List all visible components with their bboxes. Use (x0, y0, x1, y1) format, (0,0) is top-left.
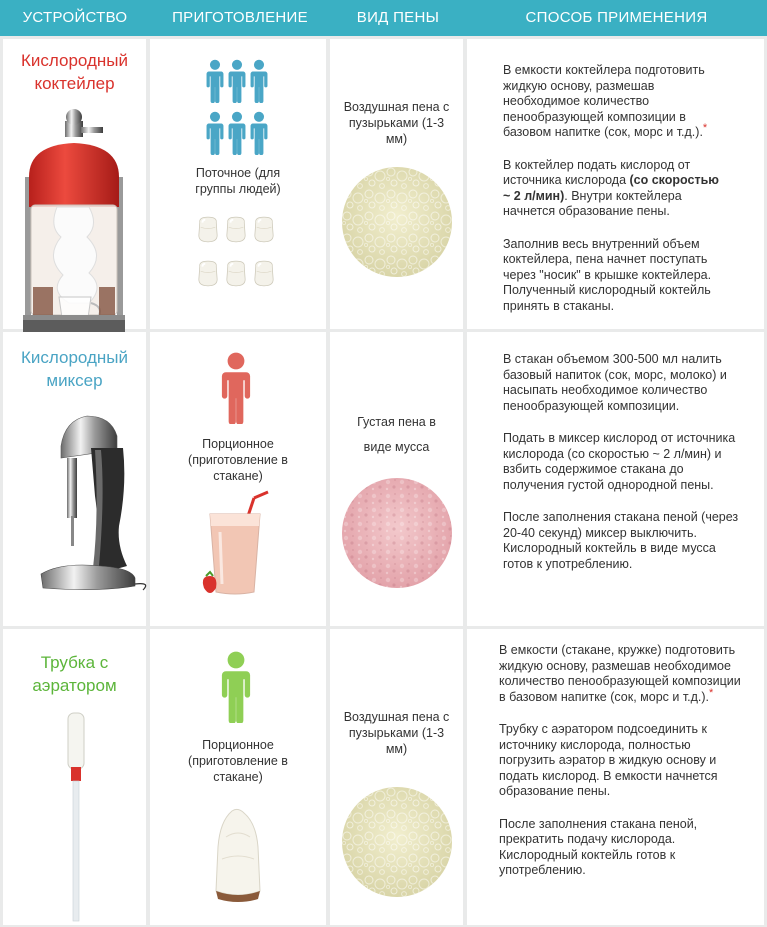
oxygen-cocktail-machine-icon (19, 107, 129, 347)
mousse-foam-image (342, 478, 452, 588)
foam-cup-icon (210, 807, 266, 903)
header-foam: ВИД ПЕНЫ (356, 9, 440, 26)
row3-device-title: Трубка с аэратором (32, 653, 117, 695)
method-paragraph (503, 63, 729, 141)
row3-method-cell (467, 629, 764, 925)
oxygen-mixer-icon (31, 406, 141, 606)
method-paragraph (503, 237, 729, 315)
footnote-star: * (709, 686, 714, 699)
method-text-part: В коктейлер подать кислород от источника кислорода (503, 157, 691, 187)
method-text-part: Подать в миксер кислород от источника кислорода (со скоростью ~ 2 л/мин) и взбить содержимое стакана до получения густой однородной пены. (503, 431, 736, 492)
row1-method-cell (467, 39, 764, 329)
row1-foam-text: Воздушная пена с пузырьками (1-3 мм) (343, 100, 450, 146)
method-paragraph (503, 510, 739, 572)
method-paragraph (503, 352, 739, 414)
row1-device-cell (3, 39, 146, 329)
method-text-part: После заполнения стакана пеной, прекратить подачу кислорода. Кислородный коктейль готов к употреблению. (499, 816, 698, 877)
row2-device-cell (3, 332, 146, 626)
header-device: УСТРОЙСТВО (22, 9, 128, 26)
method-text-part: После заполнения стакана пеной (через 20-40 секунд) миксер выключить. Кислородный коктейль в виде мусса готов к употреблению. (503, 510, 739, 571)
single-person-icon (221, 352, 251, 424)
aerator-tube-icon (61, 711, 91, 921)
row2-prep-cell (150, 332, 326, 626)
method-paragraph (503, 158, 729, 220)
bubble-foam-image (342, 167, 452, 277)
row2-device-title: Кислородный миксер (20, 348, 129, 390)
row3-foam-text: Воздушная пена с пузырьками (1-3 мм) (343, 710, 450, 756)
method-paragraph (499, 643, 745, 705)
row2-foam-text: Густая пена в виде мусса (357, 415, 436, 454)
header-method: СПОСОБ ПРИМЕНЕНИЯ (525, 9, 708, 26)
table-header (0, 0, 767, 36)
row3-foam-cell (330, 629, 463, 925)
method-text-part: В емкости коктейлера подготовить жидкую основу, размешав необходимое количество пенообразующей композиции в базовом напитке (сок, морс и т.д.). (503, 63, 705, 139)
method-paragraph (499, 722, 745, 800)
row2-method-text (503, 352, 739, 589)
row2-prep-text: Порционное (приготовление в стакане) (188, 437, 288, 483)
method-text-part: Трубку с аэратором подсоединить к источнику кислорода, полностью погрузить аэратор в жидкую основу и подать кислород. В емкости начнется образование пены. (499, 722, 718, 798)
row1-prep-cell (150, 39, 326, 329)
method-text-part: (со скоростью ~ 2 л/мин) (503, 173, 719, 203)
capsules-icon (197, 214, 277, 296)
smoothie-glass-icon (196, 492, 286, 602)
method-paragraph (503, 431, 739, 493)
header-preparation: ПРИГОТОВЛЕНИЕ (172, 9, 308, 26)
row3-prep-text: Порционное (приготовление в стакане) (188, 738, 288, 784)
row2-foam-cell (330, 332, 463, 626)
row3-prep-cell (150, 629, 326, 925)
method-text-part: В стакан объемом 300-500 мл налить базовый напиток (сок, морс, молоко) и насыпать необходимое количество пенообразующей композиции. (503, 352, 727, 413)
method-text-part: . Внутри коктейлера начнется образование пены. (503, 188, 682, 218)
single-person-icon (221, 651, 251, 723)
row1-device-title: Кислородный коктейлер (20, 51, 129, 93)
method-text-part: Заполнив весь внутренний объем коктейлера, пена начнет поступать через "носик" в крышке коктейлера. Полученный кислородный коктейль принять в стаканы. (503, 236, 712, 313)
group-of-people-icon (206, 59, 268, 169)
row3-method-text (499, 643, 745, 896)
row1-foam-cell (330, 39, 463, 329)
row1-prep-text: Поточное (для группы людей) (195, 166, 281, 196)
row1-method-text (503, 63, 729, 331)
row2-method-cell (467, 332, 764, 626)
method-text-part: В емкости (стакане, кружке) подготовить жидкую основу, размешав необходимое количество пенообразующей композиции в базовом напитке (сок, морс и т.д.). (499, 643, 741, 704)
bubble-foam-image (342, 787, 452, 897)
row3-device-cell (3, 629, 146, 925)
footnote-star: * (702, 121, 708, 134)
method-paragraph (499, 817, 745, 879)
